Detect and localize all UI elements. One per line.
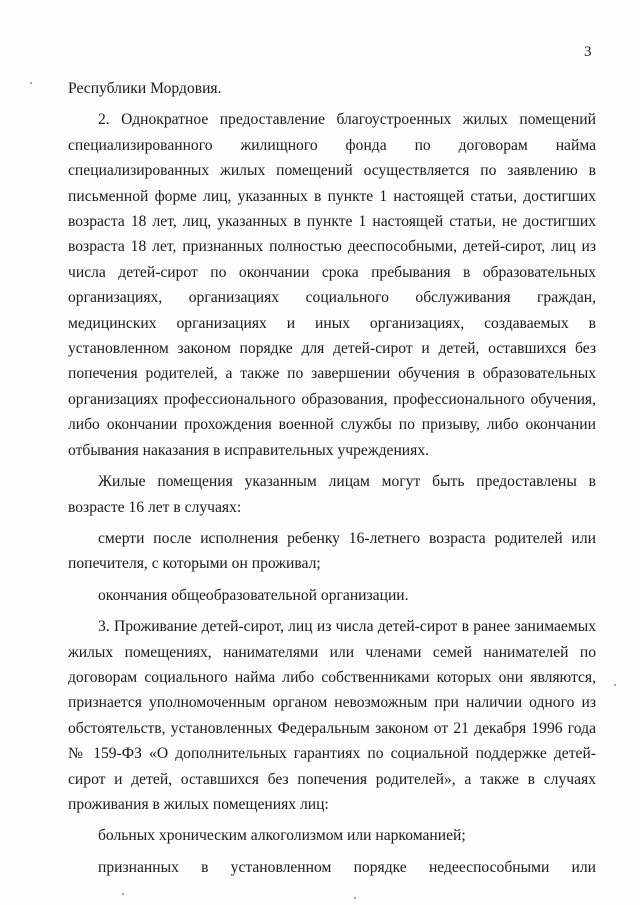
page-number: 3 [584,44,592,60]
paragraph-case-graduation: окончания общеобразовательной организации. [98,586,409,604]
paragraph-age-16: Жилые помещения указанным лицам могут быть предоставлены в возрасте 16 лет в случаях: [68,473,596,516]
paragraph-case-death: смерти после исполнения ребенку 16-летнего возраста родителей или попечителя, с которыми он проживал; [68,529,596,573]
scan-speck [30,82,32,84]
scan-speck [354,897,356,899]
paragraph-clause-2: 2. Однократное предоставление благоустроенных жилых помещений специализированного жилищного фонда по договорам найма специализированных жилых помещений осуществляется по заявлению в письменной форме лиц, указанных в пункте 1 настоящей статьи, достигших возраста 18 лет, лиц, указанных в пункте 1 настоящей статьи, не достигших возраста 18 лет, признанных полностью дееспособными, детей-сирот, лиц из числа детей-сирот по окончании срока пребывания в образовательных организациях, организациях социального обслуживания граждан, медицинских организациях и иных организациях, создаваемых в установленном законом порядке для детей-сирот и детей, оставшихся без попечения родителей, а также по завершении обучения в образовательных организациях профессионального образования, профессионального обучения, либо окончании прохождения военной службы по призыву, либо окончании отбывания наказания в исправительных учреждениях. [68,111,596,459]
document-body [68,76,596,886]
paragraph-case-alcoholism: больных хроническим алкоголизмом или наркоманией; [98,827,466,845]
paragraph-case-incapacity: признанных в установленном порядке недееспособными или [98,858,596,876]
scan-speck [122,893,124,895]
paragraph-clause-3: 3. Проживание детей-сирот, лиц из числа детей-сирот в ранее занимаемых жилых помещениях, нанимателями или членами семей нанимателей по договорам социального найма либо собственниками которых они являются, признается уполномоченным органом невозможным при наличии одного из обстоятельств, установленных Федеральным законом от 21 декабря 1996 года № 159-ФЗ «О дополнительных гарантиях по социальной поддержке детей-сирот и детей, оставшихся без попечения родителей», а также в случаях проживания в жилых помещениях лиц: [68,618,596,813]
scan-speck [614,684,616,686]
paragraph-continuation: Республики Мордовия. [68,80,222,97]
